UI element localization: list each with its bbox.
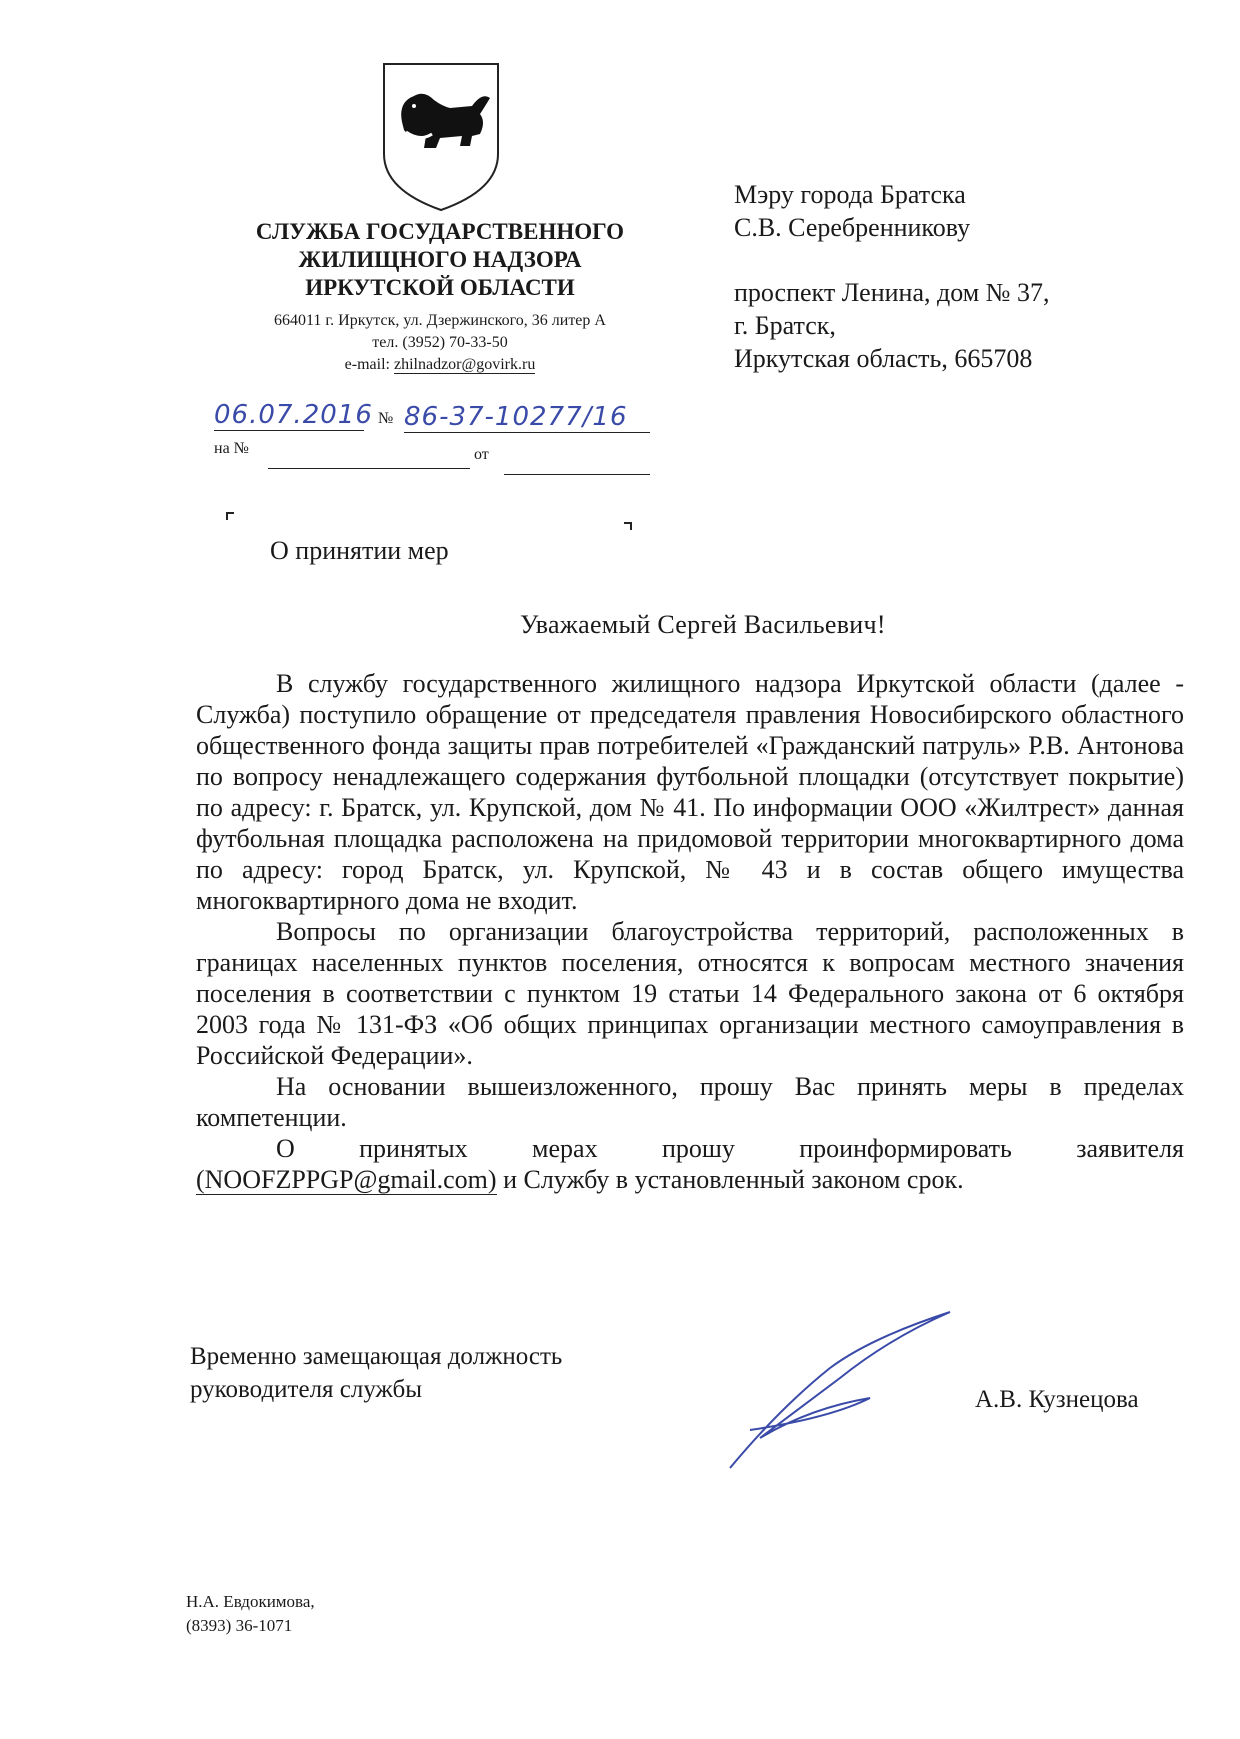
executor-block bbox=[186, 1590, 315, 1638]
org-name-line1: СЛУЖБА ГОСУДАРСТВЕННОГО bbox=[255, 219, 625, 244]
recipient-addr2: г. Братск, bbox=[734, 311, 836, 340]
coat-of-arms-emblem bbox=[380, 62, 502, 212]
ref-date-line bbox=[504, 474, 650, 475]
body-paragraph-4-start: О принятых мерах прошу проинформировать заявителя bbox=[276, 1134, 1184, 1163]
ref-label: на № bbox=[214, 440, 249, 457]
org-address bbox=[205, 310, 675, 376]
signatory-role-line1: Временно замещающая должность bbox=[190, 1343, 563, 1370]
org-email-label: e-mail: bbox=[344, 356, 390, 373]
body-paragraph-4-end: и Службу в установленный законом срок. bbox=[503, 1165, 964, 1194]
applicant-email: (NOOFZPPGP@gmail.com) bbox=[196, 1165, 497, 1194]
outgoing-date: 06.07.2016 bbox=[214, 400, 373, 430]
handwritten-signature bbox=[720, 1298, 960, 1478]
ref-from-label: от bbox=[474, 446, 489, 463]
org-phone: тел. (3952) 70-33-50 bbox=[372, 334, 508, 351]
org-address-line: 664011 г. Иркутск, ул. Дзержинского, 36 литер А bbox=[274, 312, 606, 329]
org-email: zhilnadzor@govirk.ru bbox=[393, 356, 536, 373]
letter-greeting: Уважаемый Сергей Васильевич! bbox=[520, 610, 886, 639]
letter-subject: О принятии мер bbox=[270, 536, 449, 565]
corner-mark bbox=[226, 512, 234, 520]
org-email-row bbox=[205, 354, 675, 376]
executor-name: Н.А. Евдокимова, bbox=[186, 1592, 315, 1611]
body-paragraph-1: В службу государственного жилищного надзора Иркутской области (далее - Служба) поступило обращение от председателя правления Новосибирского областного общественного фонда защиты прав потребителей «Гражданский патруль» Р.В. Антонова по вопросу ненадлежащего содержания футбольной площадки (отсутствует покрытие) по адресу: г. Братск, ул. Крупской, дом № 41. По информации ООО «Жилтрест» данная футбольная площадка расположена на придомовой территории многоквартирного дома по адресу: город Братск, ул. Крупской, № 43 и в состав общего имущества многоквартирного дома не входит. bbox=[196, 669, 1184, 915]
corner-mark bbox=[624, 522, 632, 530]
recipient-addr3: Иркутская область, 665708 bbox=[734, 344, 1033, 373]
recipient-line1: Мэру города Братска bbox=[734, 180, 966, 209]
body-paragraph-4 bbox=[196, 1133, 1184, 1195]
letter-body bbox=[196, 668, 1184, 1195]
signatory-role-line2: руководителя службы bbox=[190, 1376, 423, 1403]
org-name bbox=[205, 218, 675, 302]
outgoing-number: 86-37-10277/16 bbox=[404, 402, 650, 433]
number-label: № bbox=[378, 410, 394, 427]
recipient-block bbox=[734, 178, 1049, 375]
body-paragraph-3: На основании вышеизложенного, прошу Вас принять меры в пределах компетенции. bbox=[196, 1072, 1184, 1132]
recipient-line2: С.В. Серебренникову bbox=[734, 213, 971, 242]
signatory-role bbox=[190, 1340, 562, 1406]
executor-phone: (8393) 36-1071 bbox=[186, 1616, 293, 1635]
recipient-addr1: проспект Ленина, дом № 37, bbox=[734, 278, 1050, 307]
signatory-name: А.В. Кузнецова bbox=[975, 1386, 1139, 1413]
org-name-line3: ИРКУТСКОЙ ОБЛАСТИ bbox=[305, 275, 575, 300]
body-paragraph-2: Вопросы по организации благоустройства территорий, расположенных в границах населенных пунктов поселения, относятся к вопросам местного значения поселения в соответствии с пунктом 19 статьи 14 Федерального закона от 6 октября 2003 года № 131-ФЗ «Об общих принципах организации местного самоуправления в Российской Федерации». bbox=[196, 917, 1184, 1070]
org-name-line2: ЖИЛИЩНОГО НАДЗОРА bbox=[298, 247, 582, 272]
ref-number-line bbox=[268, 468, 470, 469]
